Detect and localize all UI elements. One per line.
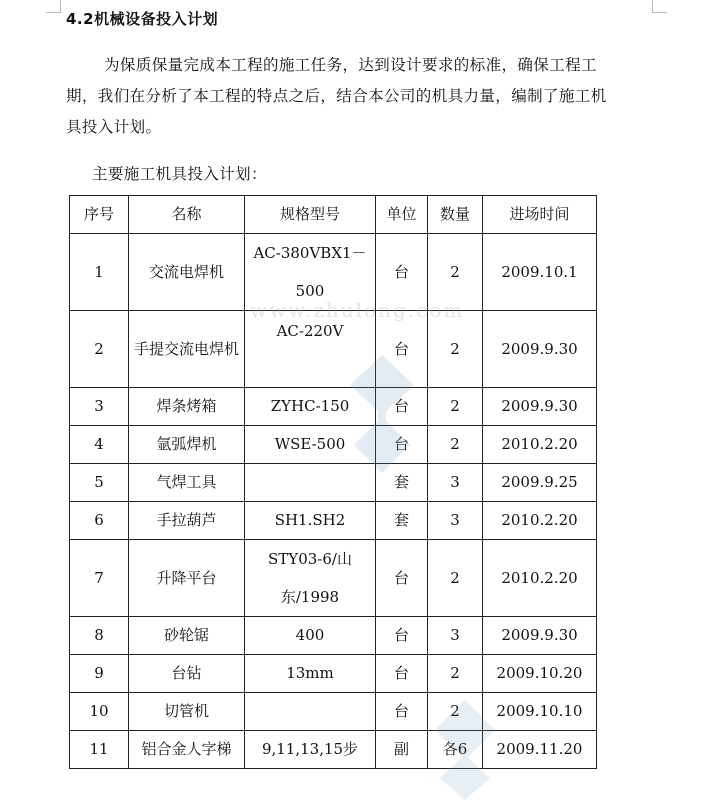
cell-model: 400	[245, 617, 376, 655]
cell-quantity: 2	[428, 655, 483, 693]
table-row	[70, 234, 597, 311]
cell-unit: 台	[376, 234, 428, 311]
table-row	[70, 464, 597, 502]
cell-index: 6	[70, 502, 129, 540]
cell-index: 2	[70, 311, 129, 388]
cell-index: 11	[70, 731, 129, 769]
cell-index: 1	[70, 234, 129, 311]
table-row	[70, 617, 597, 655]
cell-name: 砂轮锯	[129, 617, 245, 655]
intro-paragraph: 为保质保量完成本工程的施工任务，达到设计要求的标准，确保工程工期，我们在分析了本工程的特点之后，结合本公司的机具力量，编制了施工机具投入计划。	[66, 56, 607, 136]
cell-name: 切管机	[129, 693, 245, 731]
cell-name: 气焊工具	[129, 464, 245, 502]
table-row	[70, 388, 597, 426]
cell-index: 8	[70, 617, 129, 655]
cell-model: SH1.SH2	[245, 502, 376, 540]
table-row	[70, 731, 597, 769]
cell-unit: 台	[376, 540, 428, 617]
cell-quantity: 2	[428, 234, 483, 311]
cell-entry-date: 2009.9.30	[483, 311, 597, 388]
cell-entry-date: 2010.2.20	[483, 540, 597, 617]
table-row	[70, 311, 597, 388]
col-header-quantity: 数量	[428, 196, 483, 234]
cell-index: 5	[70, 464, 129, 502]
cell-model: AC-380VBX1－500	[245, 234, 376, 311]
cell-quantity: 2	[428, 426, 483, 464]
cell-name: 交流电焊机	[129, 234, 245, 311]
section-heading: 4.2机械设备投入计划	[66, 10, 219, 28]
cell-quantity: 2	[428, 540, 483, 617]
cell-index: 7	[70, 540, 129, 617]
cell-model: AC-220V	[245, 311, 376, 388]
cell-quantity: 3	[428, 502, 483, 540]
page-corner-mark	[652, 0, 667, 13]
cell-quantity: 2	[428, 311, 483, 388]
cell-unit: 台	[376, 655, 428, 693]
cell-entry-date: 2009.10.1	[483, 234, 597, 311]
cell-quantity: 2	[428, 693, 483, 731]
cell-model	[245, 693, 376, 731]
cell-name: 手提交流电焊机	[129, 311, 245, 388]
cell-unit: 台	[376, 617, 428, 655]
table-caption: 主要施工机具投入计划：	[92, 165, 267, 183]
cell-unit: 台	[376, 311, 428, 388]
table-row	[70, 502, 597, 540]
cell-quantity: 各6	[428, 731, 483, 769]
cell-name: 升降平台	[129, 540, 245, 617]
table-row	[70, 693, 597, 731]
cell-index: 9	[70, 655, 129, 693]
cell-name: 铝合金人字梯	[129, 731, 245, 769]
col-header-index: 序号	[70, 196, 129, 234]
cell-name: 焊条烤箱	[129, 388, 245, 426]
cell-unit: 套	[376, 502, 428, 540]
cell-unit: 台	[376, 388, 428, 426]
col-header-name: 名称	[129, 196, 245, 234]
cell-unit: 套	[376, 464, 428, 502]
cell-unit: 台	[376, 693, 428, 731]
cell-entry-date: 2009.9.30	[483, 617, 597, 655]
table-row	[70, 426, 597, 464]
cell-model: WSE-500	[245, 426, 376, 464]
cell-quantity: 3	[428, 464, 483, 502]
cell-model: ZYHC-150	[245, 388, 376, 426]
table-row	[70, 655, 597, 693]
col-header-model: 规格型号	[245, 196, 376, 234]
cell-entry-date: 2009.10.20	[483, 655, 597, 693]
cell-entry-date: 2009.9.25	[483, 464, 597, 502]
table-header-row	[70, 196, 597, 234]
cell-unit: 台	[376, 426, 428, 464]
page-corner-mark	[46, 0, 61, 13]
cell-model: 13mm	[245, 655, 376, 693]
col-header-entry-date: 进场时间	[483, 196, 597, 234]
table-row	[70, 540, 597, 617]
cell-entry-date: 2010.2.20	[483, 426, 597, 464]
cell-unit: 副	[376, 731, 428, 769]
cell-model: 9,11,13,15步	[245, 731, 376, 769]
cell-quantity: 2	[428, 388, 483, 426]
cell-name: 手拉葫芦	[129, 502, 245, 540]
cell-entry-date: 2009.10.10	[483, 693, 597, 731]
cell-model	[245, 464, 376, 502]
cell-index: 4	[70, 426, 129, 464]
cell-entry-date: 2009.11.20	[483, 731, 597, 769]
cell-model: STY03-6/山东/1998	[245, 540, 376, 617]
cell-name: 台钻	[129, 655, 245, 693]
cell-index: 10	[70, 693, 129, 731]
equipment-table	[69, 195, 597, 769]
cell-entry-date: 2009.9.30	[483, 388, 597, 426]
cell-quantity: 3	[428, 617, 483, 655]
cell-name: 氩弧焊机	[129, 426, 245, 464]
cell-entry-date: 2010.2.20	[483, 502, 597, 540]
watermark-text: www.zhulong.com	[250, 298, 465, 322]
col-header-unit: 单位	[376, 196, 428, 234]
cell-index: 3	[70, 388, 129, 426]
